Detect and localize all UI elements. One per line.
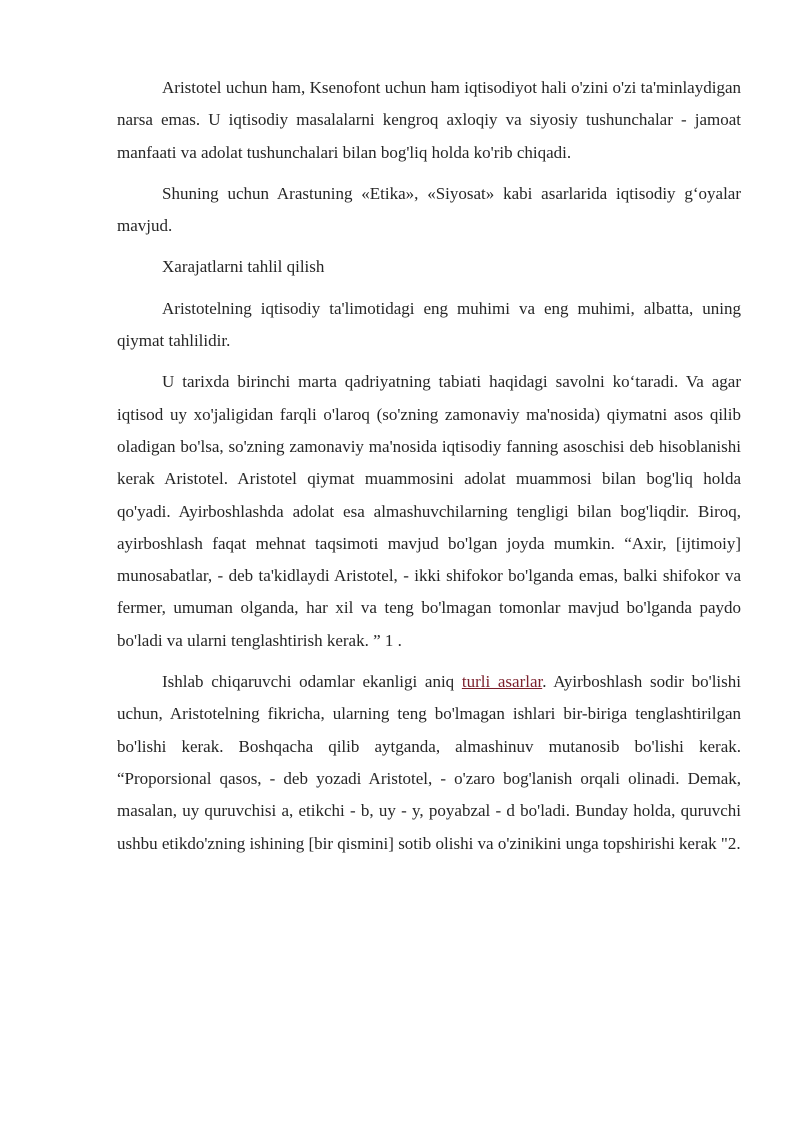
turli-asarlar-link[interactable]: turli asarlar — [461, 672, 543, 692]
paragraph-value-nature: U tarixda birinchi marta qadriyatning tabiati haqidagi savolni ko‘taradi. Va agar iqtisod uy xo'jaligidan farqli o'laroq (so'zning zamonaviy ma'nosida) qiymatni asos qilib oladigan bo'lsa, so'zning zamonaviy ma'nosida iqtisodiy fanning asoschisi deb hisoblanishi kerak Aristotel. Aristotel qiymat muammosini adolat muammosi bilan bog'liq holda qo'yadi. Ayirboshlashda adolat esa almashuvchilarning tengligi bilan bog'liqdir. Biroq, ayirboshlash faqat mehnat taqsimoti mavjud bo'lgan joyda mumkin. “Axir, [ijtimoiy] munosabatlar, - deb ta'kidlaydi Aristotel, - ikki shifokor bo'lganda emas, balki shifokor va fermer, umuman olganda, har xil va teng bo'lmagan tomonlar mavjud bo'lganda paydo bo'ladi va ularni tenglashtirish kerak. ” 1 . — [117, 372, 741, 650]
paragraph-exchange — [117, 666, 741, 860]
paragraph-value-analysis: Aristotelning iqtisodiy ta'limotidagi eng muhimi va eng muhimi, albatta, uning qiymat tahlilidir. — [117, 298, 741, 351]
paragraph-intro: Aristotel uchun ham, Ksenofont uchun ham iqtisodiyot hali o'zini o'zi ta'minlaydigan narsa emas. U iqtisodiy masalalarni kengroq axloqiy va siyosiy tushunchalar - jamoat manfaati va adolat tushunchalari bilan bog'liq holda ko'rib chiqadi. — [117, 78, 741, 162]
document-page — [117, 72, 741, 869]
paragraph-works: Shuning uchun Arastuning «Etika», «Siyosat» kabi asarlarida iqtisodiy g‘oyalar mavjud. — [117, 183, 741, 236]
paragraph-exchange-start: Ishlab chiqaruvchi odamlar ekanligi aniq — [162, 672, 462, 692]
section-heading: Xarajatlarni tahlil qilish — [162, 257, 325, 277]
paragraph-exchange-end: . Ayirboshlash sodir bo'lishi uchun, Aristotelning fikricha, ularning teng bo'lmagan ishlari bir-biriga tenglashtirilgan bo'lishi kerak. Boshqacha qilib aytganda, almashinuv mutanosib bo'lishi kerak. “Proporsional qasos, - deb yozadi Aristotel, - o'zaro bog'lanish orqali olinadi. Demak, masalan, uy quruvchisi a, etikchi - b, uy - y, poyabzal - d bo'ladi. Bunday holda, quruvchi ushbu etikdo'zning ishining [bir qismini] sotib olishi va o'zinikini unga topshirishi kerak "2. — [117, 672, 741, 853]
